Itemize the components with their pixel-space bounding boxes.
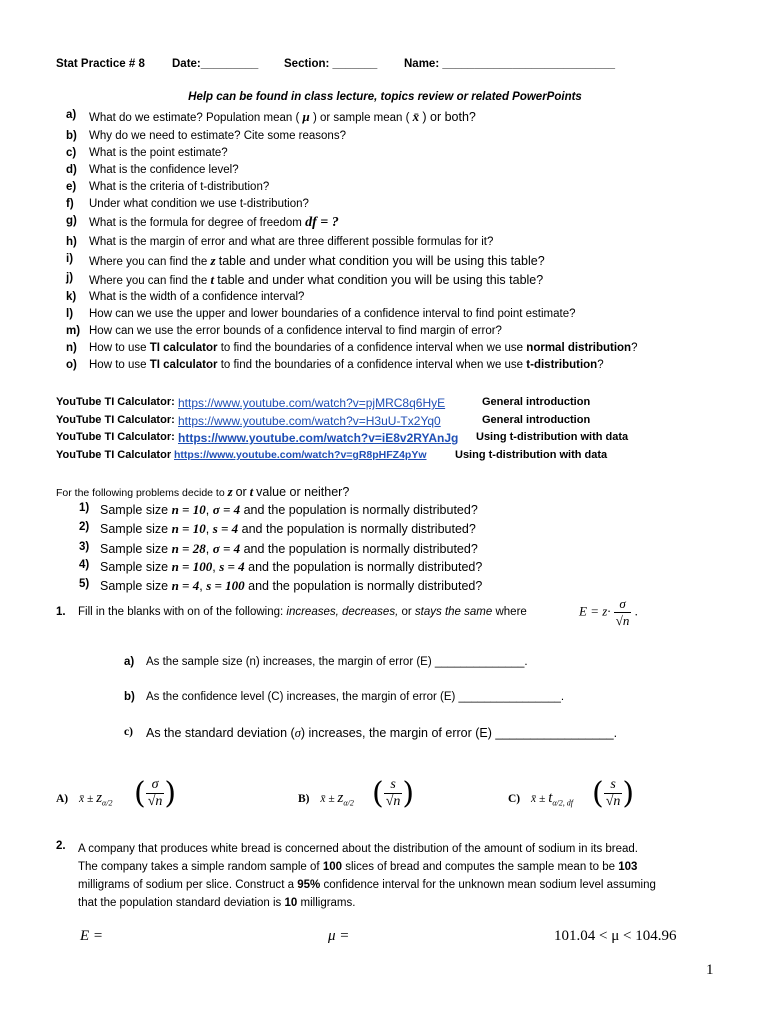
page-number: 1 <box>706 962 714 978</box>
answer-mu: μ = <box>328 928 350 944</box>
formula-a: A) x̄ ± $z_{\alpha/2}$ <box>56 790 113 808</box>
formula-c: C) x̄ ± $t_{\alpha/2, df}$ <box>508 790 574 808</box>
youtube-link[interactable]: https://www.youtube.com/watch?v=pjMRC8q6HyE <box>178 396 446 410</box>
youtube-link[interactable]: https://www.youtube.com/watch?v=gR8pHFZ4pYw <box>174 449 427 461</box>
youtube-link[interactable]: https://www.youtube.com/watch?v=H3uU-Tx2Yq0 <box>178 414 441 428</box>
date-field: Date:_________ <box>172 58 259 70</box>
answer-e: E = <box>80 928 104 944</box>
question-2-text: A company that produces white bread is concerned about the distribution of the amount of sodium in its bread. The company takes a simple random sample of 100 slices of bread and computes the sample mean to be 103 milligrams of sodium per slice. Construct a 95% confidence interval for the unknown mean sodium level assuming that the population standard deviation is 10 milligrams. <box>78 843 656 909</box>
youtube-link[interactable]: https://www.youtube.com/watch?v=iE8v2RYAnJg <box>178 431 459 445</box>
section-field: Section: _______ <box>284 58 378 70</box>
margin-of-error-formula: E = z· $\frac{\sigma}{√n}$ . <box>579 596 638 628</box>
worksheet-title: Stat Practice # 8 <box>56 58 145 70</box>
question-2-label: 2. <box>56 840 66 852</box>
help-text: Help can be found in class lecture, topics review or related PowerPoints <box>188 91 582 103</box>
name-field: Name: ___________________________ <box>404 58 616 70</box>
answer-interval: 101.04 < μ < 104.96 <box>554 928 677 944</box>
formula-b: B) x̄ ± $z_{\alpha/2}$ <box>298 790 354 808</box>
formula-row: A) x̄ ± $z_{\alpha/2}$ ( $\frac{\sigma}{√n}$ ) B) x̄ ± $z_{\alpha/2}$ ( $\frac{s}{√n}$ ) C) x̄ ± $t_{\alpha/2, df}$ ( $\frac{s}{√n}$ ) <box>56 776 635 811</box>
